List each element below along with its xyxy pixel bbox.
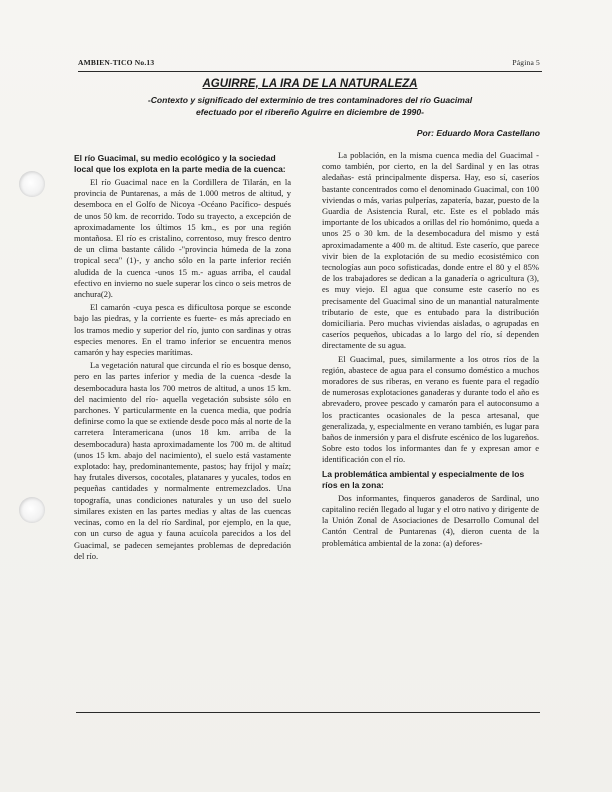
running-header [78,58,540,70]
header-rule [78,71,542,72]
paragraph: El río Guacimal nace en la Cordillera de Tilarán, en la provincia de Puntarenas, a más de 1.000 metros de altitud, y desemboca en el Golfo de Nicoya -Océano Pacífico- después de unos 50 km. de recorrido. Todo su trayecto, a excepción de aproximadamente los últimos 15 km., es por una región montañosa. El río es cristalino, correntoso, muy fresco dentro de un clima bastante cálido -"provincia húmeda de la zona tropical seca" (1)-, y ancho sólo en la parte inferior recién aludida de la cuenca -unos 15 m.- aguas arriba, el caudal efectivo en invierno no suele superar los cinco o seis metros de anchura(2). [74,177,291,300]
footer-rule [76,712,540,713]
article-subtitle [100,95,520,118]
punch-hole [19,171,45,197]
article-author: Por: Eduardo Mora Castellano [416,128,540,138]
subtitle-line: -Contexto y significado del exterminio de tres contaminadores del río Guacimal [147,95,473,105]
paragraph: La vegetación natural que circunda el río es bosque denso, pero en las partes inferior y media de la cuenca -desde la desembocadura hasta los 700 metros de altitud, a unos 15 km. del nacimiento del río- aquella vegetación subsiste sólo en parchones. Y particularmente en la cuenca media, que podría definirse como la que se extiende desde poco más al norte de la carretera Interamericana (unos 18 km. arriba de la desembocadura) hasta aproximadamente los 700 m. de altitud (unos 15 km. abajo del nacimiento), el suelo está vastamente explotado: hay, predominantemente, pastos; hay frijol y maíz; hay frutales diversos, cocotales, platanares y yucales, todos en pequeñas cantidades y normalmente entremezclados. Una topografía, unas condiciones naturales y un uso del suelo similares existen en las partes medias y altas de las cuencas vecinas, como en la del río Sardinal, por ejemplo, en la que, con un curso de agua y fauna acuícola parecidos a los del Guacimal, se padecen semejantes problemas de depredación del río. [74,360,291,561]
page-number: Página 5 [512,58,540,67]
article-title: AGUIRRE, LA IRA DE LA NATURALEZA [202,78,418,90]
publication-name: AMBIEN-TICO No.13 [78,58,155,67]
section-heading: La problemática ambiental y especialmente de los ríos en la zona: [322,468,525,490]
paragraph: La población, en la misma cuenca media del Guacimal -como también, por cierto, en la del Sardinal y en las otras aledañas- está principalmente dispersa. Hay, eso sí, caseríos bastante concentrados como el denominado Guacimal, con 100 viviendas o más, varias pulperías, zapatería, bazar, puesto de la Guardia de Asistencia Rural, etc. Este es el poblado más importante de los ubicados a orillas del río homónimo, queda a unos 25 o 30 km. de la desembocadura del mismo y está aproximadamente a 400 m. de altitud. Este caserío, que parece vivir bien de la explotación de su medio ecosistémico con tecnologías aun poco sofisticadas, donde entre el 80 y el 85% de los trabajadores se dedican a la ganadería o agricultura (3), es muy viejo. El agua que consume este caserío no es precisamente del Guacimal sino de un manantial naturalmente tributario de este, que es entubado para la distribución domiciliaria. Pero muchas viviendas aisladas, o agrupadas en caseríos pequeños, ubicadas a lo largo del río, sí dependen directamente de su agua. [322,150,539,351]
left-column [74,150,291,690]
paragraph: El camarón -cuya pesca es dificultosa porque se esconde bajo las piedras, y la corriente es fuerte- es más apreciado en los tramos medio y superior del río, junto con sardinas y otras especies menores. En el tramo inferior se encuentra menos camarón y hay especies marítimas. [74,302,291,358]
right-column [322,150,539,690]
paragraph: Dos informantes, finqueros ganaderos de Sardinal, uno capitalino recién llegado al lugar y el otro nativo y dirigente de la Unión Zonal de Asociaciones de Desarrollo Comunal del Cantón Central de Puntarenas (4), dieron cuenta de la problemática ambiental de la zona: (a) defores- [322,492,539,548]
punch-hole [19,497,45,523]
subtitle-line: efectuado por el ribereño Aguirre en diciembre de 1990- [196,106,424,117]
paragraph: El Guacimal, pues, similarmente a los otros ríos de la región, abastece de agua para el consumo doméstico a muchos moradores de sus riberas, en verano es fuente para el regadío de numerosas explotaciones ganaderas y durante todo el año es abrevadero, provee pescado y camarón para el autoconsumo a los practicantes ocasionales de la pesca artesanal, que generalizada, y, especialmente en verano también, es lugar para baños de inmersión y para el disfrute escénico de los lugareños. Sobre esto todos los informantes dan fe y expresan amor e identificación con el río. [322,353,539,465]
section-heading: El río Guacimal, su medio ecológico y la sociedad local que los explota en la parte media de la cuenca: [74,153,286,174]
